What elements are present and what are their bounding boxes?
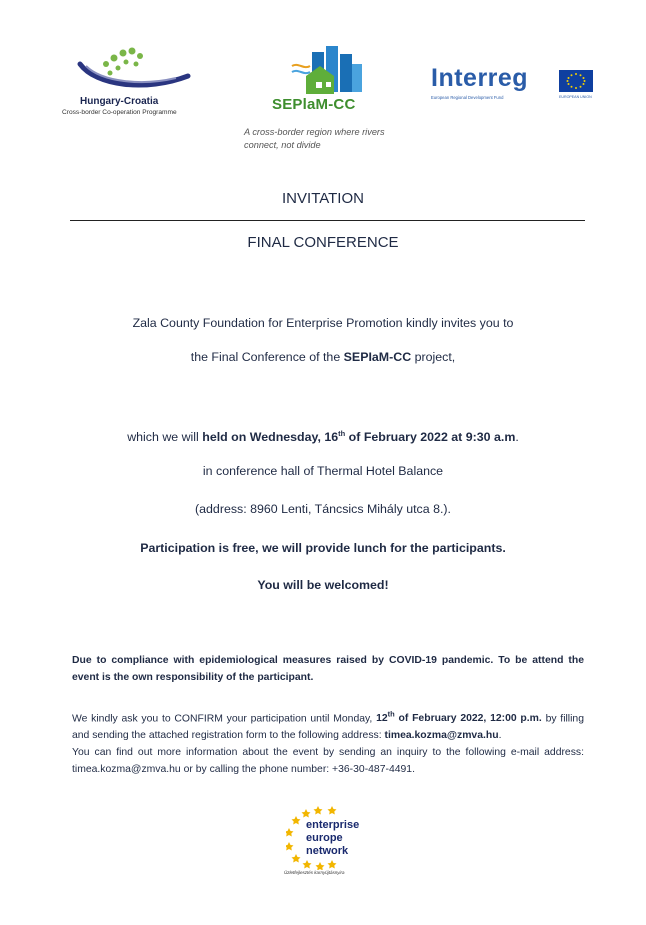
- date-line-sup: th: [338, 429, 346, 438]
- sepiam-buildings-icon: [290, 46, 366, 98]
- covid-notice: Due to compliance with epidemiological measures raised by COVID-19 pandemic. To be attend the event is the own responsibility of the participant.: [72, 655, 584, 683]
- hungary-croatia-swoosh-icon: [76, 46, 196, 98]
- sepiam-tagline-1: A cross-border region where rivers: [244, 127, 385, 137]
- sepiam-logo: [244, 44, 416, 156]
- invite-line-1: Zala County Foundation for Enterprise Promotion kindly invites you to: [132, 316, 514, 330]
- een-motto: Üzletfejlesztés karnyújtásnyira: [284, 870, 345, 875]
- confirm-deadline: of February 2022, 12:00 p.m.: [394, 713, 542, 725]
- invite-date-line: [0, 429, 646, 444]
- address-line: (address: 8960 Lenti, Táncsics Mihály utca 8.).: [195, 502, 451, 516]
- confirm-mid: by filling and sending the attached registration form to the following address:: [72, 713, 584, 742]
- eu-label: EUROPEAN UNION: [559, 95, 592, 99]
- invitation-title: INVITATION: [282, 190, 364, 207]
- venue-line: in conference hall of Thermal Hotel Balance: [202, 464, 444, 478]
- invite-line-2: [0, 350, 646, 364]
- hungary-croatia-subtitle: Cross-border Co-operation Programme: [62, 109, 177, 116]
- interreg-fund: European Regional Development Fund: [431, 95, 504, 100]
- confirm-day: 12: [376, 713, 388, 725]
- confirm-notice: [72, 706, 584, 778]
- info-text: You can find out more information about the event by sending an inquiry to the following e-mail address: timea.kozma@zmva.hu or by calling the phone number: +36-30-487-4491.: [72, 747, 584, 776]
- hungary-croatia-logo: [62, 44, 202, 124]
- welcome-line: You will be welcomed!: [257, 578, 389, 592]
- confirm-email-link[interactable]: timea.kozma@zmva.hu: [384, 730, 499, 742]
- project-name: SEPIaM-CC: [343, 350, 412, 364]
- een-line-1: enterprise: [306, 819, 360, 831]
- een-logo: [286, 806, 372, 882]
- date-line-post: .: [515, 430, 519, 445]
- hungary-croatia-name: Hungary-Croatia: [80, 96, 159, 107]
- interreg-logo: [431, 64, 601, 108]
- sepiam-brand: SEPlaM-CC: [272, 96, 356, 113]
- een-wordmark: [306, 819, 359, 858]
- confirm-pre: We kindly ask you to CONFIRM your participation until Monday,: [72, 713, 377, 725]
- date-line-bold-b: of February 2022 at 9:30 a.m: [345, 430, 516, 445]
- invite-line-2-pre: the Final Conference of the: [190, 350, 344, 364]
- sepiam-tagline-2: connect, not divide: [244, 140, 321, 150]
- interreg-wordmark: Interreg: [431, 64, 529, 92]
- eu-flag-icon: [559, 70, 593, 92]
- title-divider: [70, 220, 585, 221]
- confirm-sup: th: [387, 710, 395, 719]
- een-line-2: europe: [306, 832, 343, 844]
- invite-line-2-post: project,: [411, 350, 456, 364]
- date-line-bold-a: held on Wednesday, 16: [202, 430, 339, 445]
- participation-line: Participation is free, we will provide lunch for the participants.: [140, 541, 506, 555]
- een-line-3: network: [306, 845, 349, 857]
- sepiam-tagline: [244, 126, 385, 152]
- conference-title: FINAL CONFERENCE: [247, 234, 399, 251]
- date-line-pre: which we will: [127, 430, 203, 445]
- confirm-end: .: [498, 730, 502, 742]
